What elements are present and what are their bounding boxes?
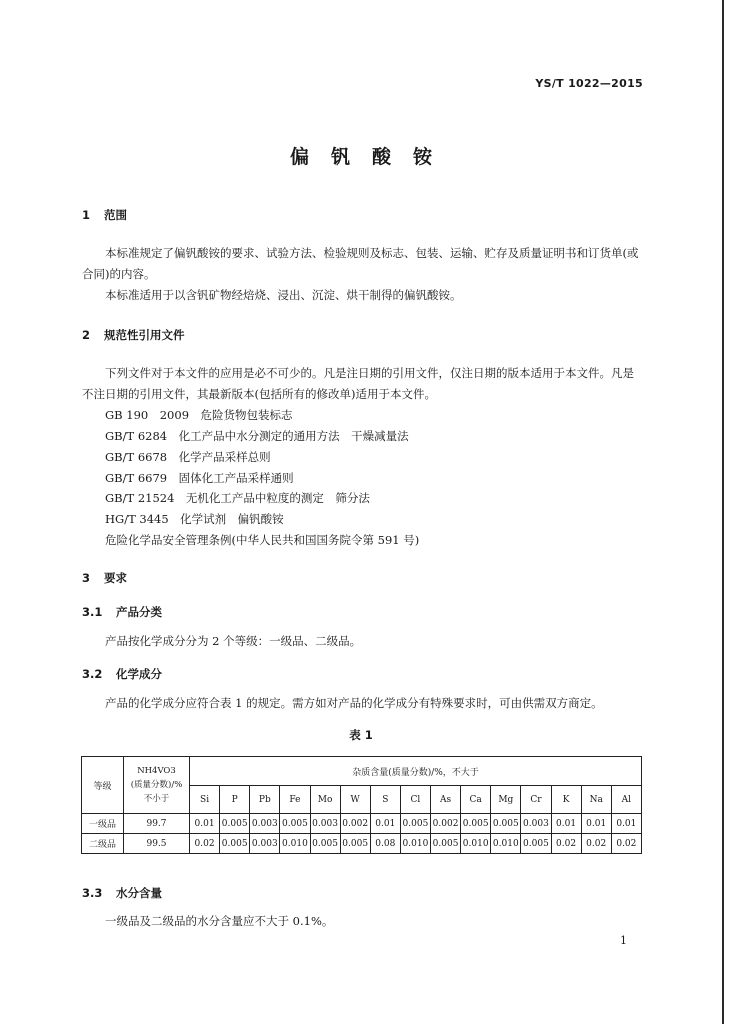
impurity-cell: 0.01: [611, 814, 641, 834]
element-header: Cl: [400, 786, 430, 814]
impurity-cell: 0.005: [340, 834, 370, 854]
element-header: Fe: [280, 786, 310, 814]
element-header: Si: [190, 786, 220, 814]
impurity-cell: 0.010: [280, 834, 310, 854]
element-header: Mo: [310, 786, 340, 814]
element-header: As: [431, 786, 461, 814]
section-title: 水分含量: [116, 886, 162, 900]
section-1-paragraph-2: 本标准适用于以含钒矿物经焙烧、浸出、沉淀、烘干制得的偏钒酸铵。: [105, 288, 462, 302]
section-number: 3.1: [82, 605, 103, 619]
section-title: 范围: [104, 208, 127, 222]
reference-item: 危险化学品安全管理条例(中华人民共和国国务院令第 591 号): [105, 533, 420, 547]
section-number: 3.2: [82, 667, 103, 681]
impurity-cell: 0.01: [190, 814, 220, 834]
impurity-cell: 0.010: [491, 834, 521, 854]
impurity-cell: 0.005: [491, 814, 521, 834]
impurity-cell: 0.005: [220, 834, 250, 854]
impurity-cell: 0.010: [400, 834, 430, 854]
reference-item: GB 190 2009 危险货物包装标志: [105, 408, 293, 422]
grade-header: 等级: [82, 757, 124, 814]
impurity-cell: 0.003: [250, 834, 280, 854]
section-3-2-paragraph: 产品的化学成分应符合表 1 的规定。需方如对产品的化学成分有特殊要求时，可由供需双方商定。: [105, 696, 603, 710]
section-number: 1: [82, 208, 91, 222]
section-1-heading: [82, 207, 127, 223]
table-row: [82, 834, 642, 854]
reference-item: GB/T 6678 化学产品采样总则: [105, 450, 271, 464]
impurity-cell: 0.02: [190, 834, 220, 854]
section-number: 2: [82, 328, 91, 342]
impurity-cell: 0.02: [611, 834, 641, 854]
section-3-2-heading: [82, 666, 162, 682]
section-2-paragraph: 下列文件对于本文件的应用是必不可少的。凡是注日期的引用文件，仅注日期的版本适用于本文件。凡是不注日期的引用文件，其最新版本(包括所有的修改单)适用于本文件。: [82, 366, 634, 401]
section-number: 3.3: [82, 886, 103, 900]
impurity-cell: 0.005: [461, 814, 491, 834]
element-header: Pb: [250, 786, 280, 814]
impurity-cell: 0.010: [461, 834, 491, 854]
impurity-cell: 0.003: [521, 814, 551, 834]
impurity-cell: 0.005: [431, 834, 461, 854]
grade-cell: 一级品: [82, 814, 124, 834]
page-number: 1: [620, 934, 627, 947]
impurity-cell: 0.005: [280, 814, 310, 834]
chemical-composition-table: [81, 756, 642, 854]
impurity-cell: 0.003: [250, 814, 280, 834]
element-header: Ca: [461, 786, 491, 814]
section-number: 3: [82, 571, 91, 585]
section-title: 规范性引用文件: [104, 328, 185, 342]
section-2-heading: [82, 327, 185, 343]
impurity-cell: 0.08: [370, 834, 400, 854]
reference-item: GB/T 6284 化工产品中水分测定的通用方法 干燥减量法: [105, 429, 409, 443]
page-edge-border: [722, 0, 724, 1024]
standard-code: YS/T 1022—2015: [535, 77, 643, 90]
section-3-3-paragraph: 一级品及二级品的水分含量应不大于 0.1%。: [105, 914, 334, 928]
main-header-line: 不小于: [143, 794, 170, 804]
section-3-heading: [82, 570, 127, 586]
impurity-cell: 0.002: [340, 814, 370, 834]
element-header: W: [340, 786, 370, 814]
document-title: 偏钒酸铵: [289, 146, 454, 168]
section-3-1-heading: [82, 604, 162, 620]
section-3-1-paragraph: 产品按化学成分分为 2 个等级：一级品、二级品。: [105, 634, 362, 648]
table-row: [82, 814, 642, 834]
element-header: S: [370, 786, 400, 814]
element-header: Na: [581, 786, 611, 814]
impurity-cell: 0.02: [551, 834, 581, 854]
impurity-cell: 0.002: [431, 814, 461, 834]
element-header: P: [220, 786, 250, 814]
impurity-cell: 0.01: [581, 814, 611, 834]
impurity-cell: 0.003: [310, 814, 340, 834]
impurity-cell: 0.005: [220, 814, 250, 834]
main-header-line: (质量分数)/%: [130, 780, 183, 790]
element-header: Al: [611, 786, 641, 814]
section-title: 产品分类: [116, 605, 162, 619]
section-1-paragraph-1: 本标准规定了偏钒酸铵的要求、试验方法、检验规则及标志、包装、运输、贮存及质量证明书和订货单(或合同)的内容。: [82, 246, 639, 281]
impurity-cell: 0.005: [310, 834, 340, 854]
impurity-cell: 0.02: [581, 834, 611, 854]
section-3-3-heading: [82, 885, 162, 901]
table-caption: 表 1: [349, 728, 373, 742]
element-header: Cr: [521, 786, 551, 814]
section-title: 要求: [104, 571, 127, 585]
impurity-cell: 0.005: [400, 814, 430, 834]
grade-cell: 二级品: [82, 834, 124, 854]
reference-item: GB/T 21524 无机化工产品中粒度的测定 筛分法: [105, 491, 370, 505]
impurity-header: 杂质含量(质量分数)/%，不大于: [190, 757, 642, 786]
main-content-header: [124, 757, 190, 814]
element-header: K: [551, 786, 581, 814]
reference-item: GB/T 6679 固体化工产品采样通则: [105, 471, 294, 485]
main-content-cell: 99.5: [124, 834, 190, 854]
reference-item: HG/T 3445 化学试剂 偏钒酸铵: [105, 512, 284, 526]
impurity-cell: 0.005: [521, 834, 551, 854]
section-title: 化学成分: [116, 667, 162, 681]
main-content-cell: 99.7: [124, 814, 190, 834]
main-header-line: NH4VO3: [137, 766, 176, 776]
impurity-cell: 0.01: [370, 814, 400, 834]
element-header: Mg: [491, 786, 521, 814]
impurity-cell: 0.01: [551, 814, 581, 834]
